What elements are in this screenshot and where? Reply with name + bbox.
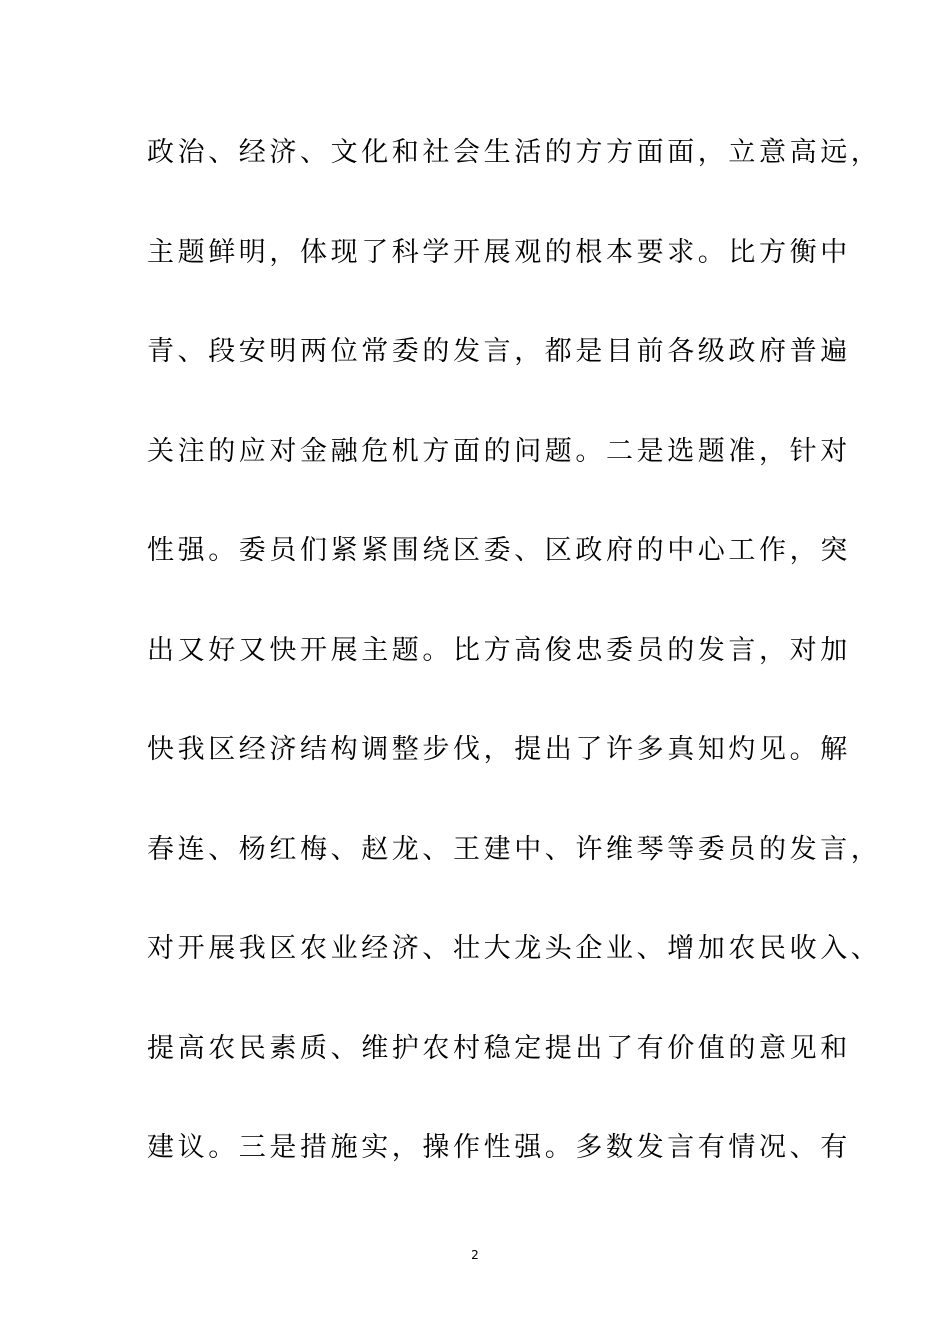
text-line: 关注的应对金融危机方面的问题。二是选题准，针对	[147, 435, 851, 467]
text-line: 提高农民素质、维护农村稳定提出了有价值的意见和	[147, 1032, 851, 1064]
text-line: 性强。委员们紧紧围绕区委、区政府的中心工作，突	[147, 535, 851, 566]
page-number: 2	[471, 1248, 479, 1262]
text-line: 出又好又快开展主题。比方高俊忠委员的发言，对加	[147, 634, 851, 666]
text-line: 建议。三是措施实，操作性强。多数发言有情况、有	[147, 1132, 851, 1163]
text-line: 快我区经济结构调整步伐，提出了许多真知灼见。解	[147, 734, 851, 765]
text-line: 主题鲜明，体现了科学开展观的根本要求。比方衡中	[147, 236, 851, 268]
text-line: 青、段安明两位常委的发言，都是目前各级政府普遍	[147, 336, 851, 367]
body-text	[147, 126, 882, 1221]
text-line: 政治、经济、文化和社会生活的方方面面，立意高远，	[147, 137, 882, 168]
text-line: 春连、杨红梅、赵龙、王建中、许维琴等委员的发言，	[147, 833, 882, 865]
text-line: 对开展我区农业经济、壮大龙头企业、增加农民收入、	[147, 933, 882, 964]
